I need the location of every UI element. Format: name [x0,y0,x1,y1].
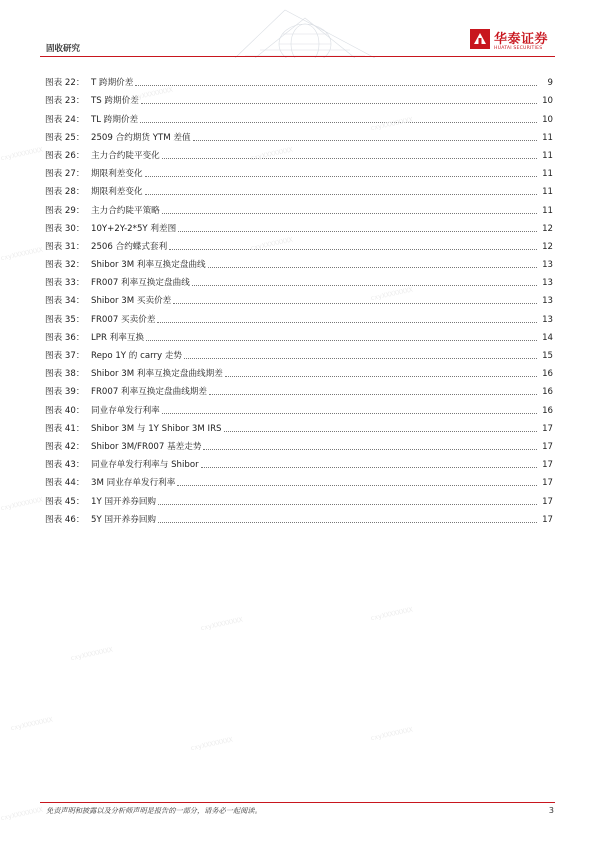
toc-entry-title[interactable]: 10Y+2Y-2*5Y 利差图 [91,223,177,234]
toc-entry-page[interactable]: 15 [542,351,553,361]
toc-entry-label: 图表 43： [45,460,85,471]
toc-entry[interactable] [45,452,553,470]
toc-leader-dots [192,284,537,286]
toc-entry-title[interactable]: 期限利差变化 [91,169,143,180]
toc-entry-label: 图表 28： [45,187,85,198]
toc-entry[interactable] [45,488,553,506]
watermark-text: cxyXXXXXXXX [369,285,414,303]
watermark-text: cxyXXXXXXXX [0,495,44,513]
toc-entry-title[interactable]: 1Y 国开养券回购 [91,496,157,507]
watermark-text: cxyXXXXXXXX [129,85,174,103]
toc-entry-title[interactable]: Repo 1Y 的 carry 走势 [91,351,183,361]
toc-entry-page[interactable]: 17 [542,478,553,489]
toc-entry[interactable] [45,434,553,452]
toc-entry-page[interactable]: 10 [542,96,553,107]
toc-entry-title[interactable]: 期限利差变化 [91,187,143,198]
toc-entry-label: 图表 33： [45,278,85,289]
toc-entry[interactable] [45,397,553,415]
toc-leader-dots [162,157,537,159]
toc-entry-label: 图表 46： [45,514,85,525]
toc-leader-dots [145,193,537,195]
toc-entry-page[interactable]: 9 [547,78,553,89]
toc-entry-label: 图表 39： [45,387,85,398]
header-divider [40,56,555,57]
toc-entry-page[interactable]: 12 [542,223,553,234]
toc-entry-label: 图表 34： [45,296,85,307]
toc-entry-page[interactable]: 11 [542,132,553,143]
toc-entry-label: 图表 36： [45,332,85,343]
toc-entry-label: 图表 22： [45,78,85,89]
toc-leader-dots [208,266,537,268]
toc-entry-page[interactable]: 13 [542,314,553,325]
toc-entry-label: 图表 23： [45,96,85,107]
toc-entry[interactable] [45,216,553,234]
toc-entry[interactable] [45,234,553,252]
toc-leader-dots [162,212,537,214]
toc-entry[interactable] [45,197,553,215]
toc-entry-label: 图表 41： [45,423,85,434]
toc-entry[interactable] [45,361,553,379]
toc-leader-dots [225,375,537,377]
toc-entry-page[interactable]: 17 [542,514,553,525]
toc-leader-dots [203,448,537,450]
toc-entry[interactable] [45,470,553,488]
watermark-text: cxyXXXXXXXX [249,235,294,253]
toc-entry[interactable] [45,507,553,525]
watermark-text: cxyXXXXXXXX [369,605,414,623]
toc-entry-page[interactable]: 16 [542,387,553,398]
toc-entry-title[interactable]: 同业存单发行利率与 Shibor [91,460,199,471]
toc-entry-title[interactable]: TS 跨期价差 [91,96,139,107]
watermark-text: cxyXXXXXXXX [69,645,114,663]
toc-entry[interactable] [45,179,553,197]
toc-leader-dots [201,466,537,468]
page-header [0,0,595,60]
toc-leader-dots [173,302,537,304]
toc-entry[interactable] [45,285,553,307]
watermark-text: cxyXXXXXXXX [249,145,294,163]
toc-leader-dots [135,84,537,86]
toc-leader-dots [140,121,537,123]
toc-entry-title[interactable]: Shibor 3M/FR007 基差走势 [91,441,202,452]
toc-leader-dots [146,339,537,341]
toc-entry[interactable] [45,306,553,324]
toc-entry-title[interactable]: FR007 利率互换定盘曲线期差 [91,387,207,398]
toc-entry[interactable] [45,416,553,434]
toc-entry-label: 图表 29： [45,205,85,216]
toc-entry-title[interactable]: 3M 同业存单发行利率 [91,478,176,489]
toc-entry-title[interactable]: FR007 利率互换定盘曲线 [91,278,190,289]
toc-entry-title[interactable]: 主力合约陡平变化 [91,150,160,161]
toc-leader-dots [141,102,537,104]
toc-entry-page[interactable]: 16 [542,405,553,416]
toc-entry-label: 图表 31： [45,241,85,252]
toc-entry-label: 图表 42： [45,441,85,452]
toc-entry-title[interactable]: 同业存单发行利率 [91,405,160,416]
toc-entry-label: 图表 35： [45,314,85,325]
toc-entry[interactable] [45,270,553,288]
watermark-text: cxyXXXXXXXX [369,115,414,133]
watermark-text: cxyXXXXXXXX [199,615,244,633]
toc-leader-dots [169,248,537,250]
toc-entry-title[interactable]: 2509 合约期货 YTM 差值 [91,132,191,143]
toc-leader-dots [145,175,537,177]
toc-entry-label: 图表 30： [45,223,85,234]
toc-entry-title[interactable]: 2506 合约蝶式套利 [91,241,168,252]
watermark-text: cxyXXXXXXXX [369,725,414,743]
logo-text-cn: 华泰证券 [494,32,549,47]
toc-entry-page[interactable]: 11 [542,187,553,198]
toc-entry[interactable] [45,125,553,143]
figure-index-list [45,70,553,525]
toc-entry-title[interactable]: 主力合约陡平策略 [91,205,160,216]
toc-entry-title[interactable]: Shibor 3M 利率互换定盘曲线 [91,260,206,271]
toc-entry-page[interactable]: 17 [542,423,553,434]
toc-entry-label: 图表 26： [45,150,85,161]
toc-entry-label: 图表 45： [45,496,85,507]
toc-entry-page[interactable]: 13 [542,260,553,271]
toc-leader-dots [224,430,538,432]
toc-entry[interactable] [45,325,553,343]
toc-entry-page[interactable]: 12 [542,241,553,252]
toc-entry-title[interactable]: LPR 利率互换 [91,332,145,343]
toc-entry-label: 图表 25： [45,132,85,143]
toc-entry-title[interactable]: TL 跨期价差 [91,114,139,125]
toc-entry-page[interactable]: 11 [542,150,553,161]
toc-entry-page[interactable]: 11 [542,169,553,180]
footer-disclaimer: 免责声明和披露以及分析师声明是报告的一部分，请务必一起阅读。 [46,806,262,815]
toc-leader-dots [184,357,537,359]
toc-leader-dots [157,321,537,323]
toc-entry-label: 图表 40： [45,405,85,416]
toc-entry-label: 图表 32： [45,260,85,271]
toc-entry-title[interactable]: 5Y 国开养券回购 [91,514,157,525]
toc-leader-dots [178,230,537,232]
toc-entry-label: 图表 24： [45,114,85,125]
header-decorative-graphic [225,6,385,58]
toc-entry-title[interactable]: T 跨期价差 [91,78,134,89]
huatai-logo [470,28,560,54]
toc-entry-label: 图表 38： [45,369,85,380]
toc-entry-title[interactable]: Shibor 3M 利率互换定盘曲线期差 [91,369,223,380]
watermark-text: cxyXXXXXXXX [189,735,234,753]
logo-text-en: HUATAI SECURITIES [494,46,543,51]
footer-divider [40,802,555,803]
toc-entry[interactable] [45,143,553,161]
toc-entry[interactable] [45,252,553,270]
toc-entry-page[interactable]: 13 [542,296,553,307]
watermark-text: cxyXXXXXXXX [0,245,44,263]
toc-entry[interactable] [45,343,553,361]
toc-entry-title[interactable]: Shibor 3M 买卖价差 [91,296,172,307]
toc-leader-dots [177,484,537,486]
toc-entry[interactable] [45,379,553,397]
toc-entry-label: 图表 27： [45,169,85,180]
toc-entry-page[interactable]: 10 [542,114,553,125]
toc-leader-dots [209,393,537,395]
toc-leader-dots [193,139,537,141]
toc-entry-page[interactable]: 14 [542,332,553,343]
toc-entry-page[interactable]: 17 [542,441,553,452]
toc-entry-page[interactable]: 17 [542,496,553,507]
watermark-text: cxyXXXXXXXX [0,145,44,163]
toc-entry-page[interactable]: 17 [542,460,553,471]
toc-entry-label: 图表 37： [45,351,85,361]
watermark-text: cxyXXXXXXXX [9,715,54,733]
toc-leader-dots [162,412,537,414]
toc-entry[interactable] [45,106,553,124]
toc-entry-page[interactable]: 13 [542,278,553,289]
toc-leader-dots [158,521,537,523]
toc-entry-title[interactable]: FR007 买卖价差 [91,314,156,325]
toc-entry-page[interactable]: 16 [542,369,553,380]
huatai-logo-icon [470,29,490,49]
toc-entry[interactable] [45,70,553,88]
toc-entry[interactable] [45,85,553,107]
header-section-label: 固收研究 [46,44,81,54]
page-number: 3 [548,806,554,815]
toc-entry-title[interactable]: Shibor 3M 与 1Y Shibor 3M IRS [91,423,222,434]
toc-leader-dots [158,503,537,505]
toc-entry[interactable] [45,161,553,179]
watermark-text: cxyXXXXXXXX [0,805,44,823]
toc-entry-label: 图表 44： [45,478,85,489]
toc-entry-page[interactable]: 11 [542,205,553,216]
